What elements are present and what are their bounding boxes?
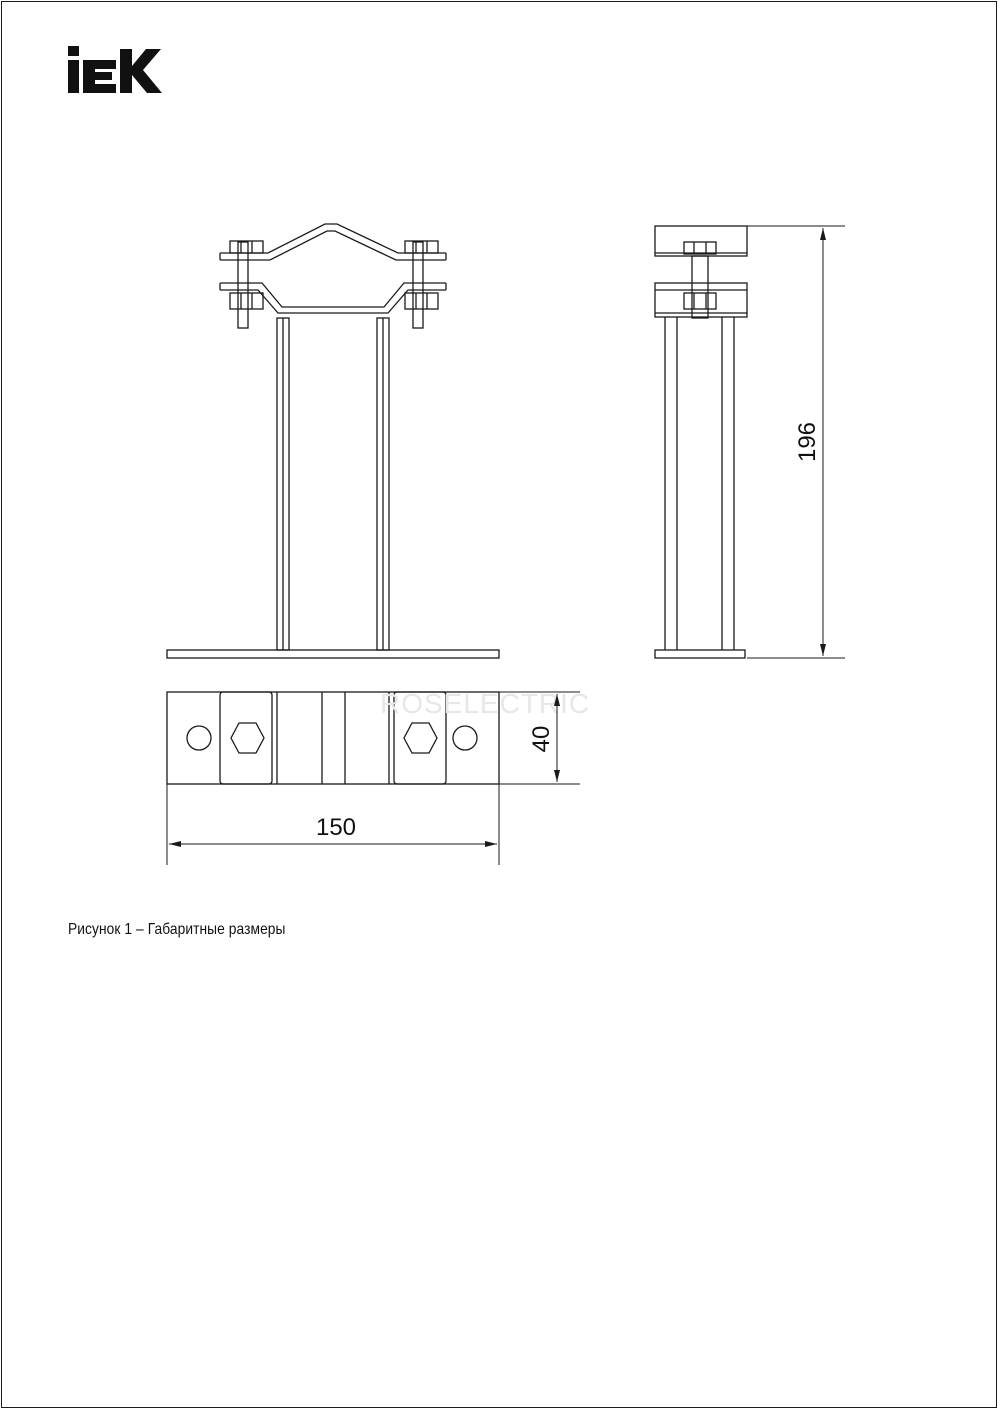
dimension-lines [167,226,845,865]
figure-caption: Рисунок 1 – Габаритные размеры [68,921,286,938]
front-view [167,224,499,658]
depth-dimension-label: 40 [528,725,555,753]
height-dimension-label: 196 [794,421,821,463]
watermark-text: ROSELECTRIC [380,688,591,719]
side-view [655,226,747,658]
width-dimension-label: 150 [315,814,357,841]
